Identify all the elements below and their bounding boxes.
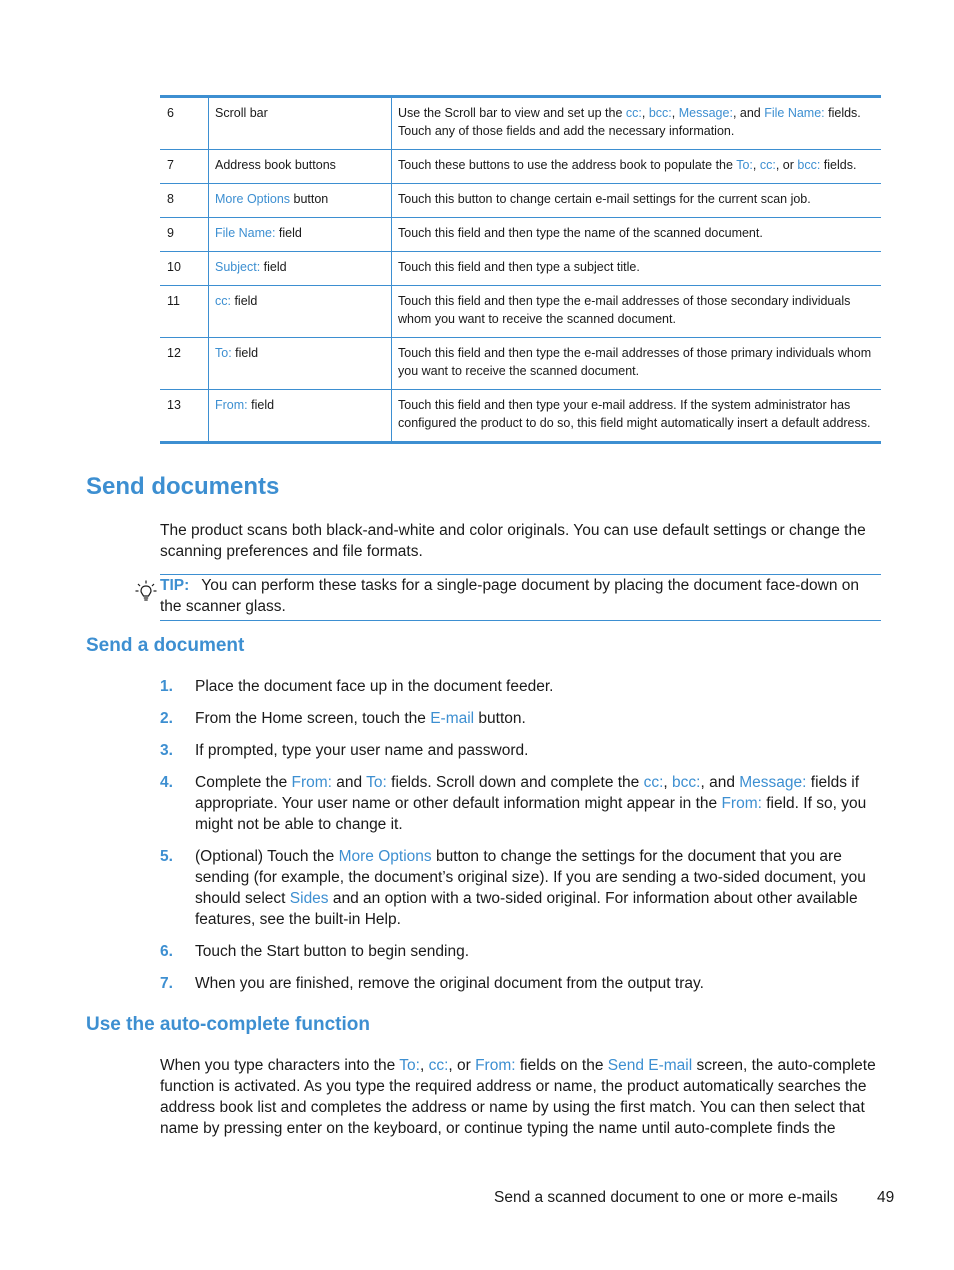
row-description — [392, 390, 881, 441]
ui-reference-link: bcc: — [648, 106, 672, 120]
item-link: More Options — [215, 192, 291, 206]
footer-section-title: Send a scanned document to one or more e-mails — [494, 1189, 838, 1206]
list-item — [160, 676, 881, 697]
item-text: Scroll bar — [215, 106, 268, 120]
text-run: fields on the — [515, 1057, 608, 1074]
row-item — [209, 150, 392, 183]
row-description — [392, 184, 881, 217]
step-text — [195, 973, 881, 994]
tip-label: TIP: — [160, 577, 190, 594]
tip-box — [160, 574, 881, 621]
text-run: , — [752, 158, 760, 172]
ui-reference-link: To: — [399, 1057, 420, 1074]
item-text: field — [230, 294, 258, 308]
step-number: 1. — [160, 678, 173, 695]
send-documents-intro: The product scans both black-and-white and color originals. You can use default settings or change the scanning preferences and file formats. — [160, 522, 866, 560]
row-description — [392, 98, 881, 149]
text-run: button. — [474, 710, 526, 727]
ui-reference-link: cc: — [625, 106, 642, 120]
ui-reference-link: More Options — [338, 848, 432, 865]
step-text — [195, 740, 881, 761]
text-run: When you type characters into the — [160, 1057, 400, 1074]
item-text: field — [247, 398, 275, 412]
table-row — [160, 389, 881, 441]
text-run: , or — [448, 1057, 476, 1074]
row-number: 6 — [160, 98, 209, 149]
ui-reference-link: cc: — [759, 158, 776, 172]
list-item — [160, 772, 881, 835]
table-row — [160, 183, 881, 217]
text-run: , — [641, 106, 649, 120]
table-row — [160, 337, 881, 389]
table-row — [160, 98, 881, 149]
lightbulb-icon — [135, 580, 157, 604]
text-run: Use the Scroll bar to view and set up the — [398, 106, 626, 120]
row-number: 10 — [160, 252, 209, 285]
text-run: Touch this button to change certain e-mail settings for the current scan job. — [398, 192, 811, 206]
row-number: 7 — [160, 150, 209, 183]
text-run: and an option with a two-sided original. For information about other available features, see the built-in Help. — [195, 890, 858, 928]
steps-list — [160, 676, 881, 1005]
text-run: fields. Scroll down and complete the — [386, 774, 644, 791]
auto-complete-paragraph — [160, 1055, 881, 1139]
row-description — [392, 286, 881, 337]
ui-reference-link: cc: — [428, 1057, 449, 1074]
text-run: If prompted, type your user name and password. — [195, 742, 529, 759]
ui-reference-link: bcc: — [672, 774, 701, 791]
row-item — [209, 184, 392, 217]
text-run: From the Home screen, touch the — [195, 710, 431, 727]
ui-reference-link: cc: — [643, 774, 664, 791]
row-item — [209, 286, 392, 337]
item-text: Address book buttons — [215, 158, 336, 172]
text-run: , — [663, 774, 673, 791]
row-description — [392, 338, 881, 389]
text-run: Touch this field and then type your e-mail address. If the system administrator has configured the product to do so, this field might automatically insert a default address. — [398, 398, 871, 430]
text-run: Touch the Start button to begin sending. — [195, 943, 470, 960]
text-run: , and — [732, 106, 765, 120]
table-row — [160, 251, 881, 285]
ui-reference-link: Message: — [678, 106, 733, 120]
step-number: 7. — [160, 975, 173, 992]
row-number: 9 — [160, 218, 209, 251]
step-number: 5. — [160, 848, 173, 865]
row-description — [392, 252, 881, 285]
ui-reference-link: From: — [721, 795, 762, 812]
step-number: 6. — [160, 943, 173, 960]
section-title-send-a-document: Send a document — [86, 635, 245, 656]
item-link: Subject: — [215, 260, 261, 274]
row-item — [209, 218, 392, 251]
item-text: field — [260, 260, 287, 274]
text-run: , or — [775, 158, 798, 172]
table-row — [160, 217, 881, 251]
text-run: Complete the — [195, 774, 292, 791]
text-run: , and — [700, 774, 740, 791]
step-number: 4. — [160, 774, 173, 791]
step-text — [195, 846, 881, 930]
ui-reference-link: Sides — [289, 890, 329, 907]
text-run: Touch these buttons to use the address book to populate the — [398, 158, 737, 172]
table-row — [160, 149, 881, 183]
step-text — [195, 676, 881, 697]
row-item — [209, 390, 392, 441]
text-run: Touch this field and then type the e-mail addresses of those primary individuals whom you want to receive the scanned document. — [398, 346, 872, 378]
ui-reference-link: File Name: — [764, 106, 825, 120]
list-item — [160, 740, 881, 761]
ui-reference-link: Message: — [739, 774, 807, 791]
footer-page-number: 49 — [877, 1189, 895, 1206]
item-link: File Name: — [215, 226, 276, 240]
list-item — [160, 708, 881, 729]
item-text: field — [231, 346, 259, 360]
row-description — [392, 218, 881, 251]
ui-reference-link: From: — [291, 774, 332, 791]
text-run: Place the document face up in the document feeder. — [195, 678, 554, 695]
row-item — [209, 252, 392, 285]
text-run: fields if appropriate. Your user name or other default information might appear in the — [195, 774, 860, 812]
ui-reference-link: To: — [736, 158, 753, 172]
item-link: cc: — [215, 294, 231, 308]
item-text: button — [290, 192, 329, 206]
ui-reference-link: From: — [475, 1057, 516, 1074]
row-number: 8 — [160, 184, 209, 217]
list-item — [160, 941, 881, 962]
step-text — [195, 941, 881, 962]
text-run: button to change the settings for the document that you are sending (for example, the document’s original size). If you are sending a two-sided document, you should select — [195, 848, 866, 907]
text-run: , — [419, 1057, 429, 1074]
reference-table — [160, 95, 881, 444]
step-number: 3. — [160, 742, 173, 759]
text-run: (Optional) Touch the — [195, 848, 339, 865]
text-run: , — [671, 106, 679, 120]
ui-reference-link: Send E-mail — [607, 1057, 693, 1074]
row-item — [209, 338, 392, 389]
section-title-send-documents: Send documents — [86, 473, 280, 500]
step-number: 2. — [160, 710, 173, 727]
text-run: field. If so, you might not be able to change it. — [195, 795, 867, 833]
text-run: When you are finished, remove the original document from the output tray. — [195, 975, 704, 992]
text-run: screen, the auto-complete function is activated. As you type the required address or name, the product automatically searches the address book list and completes the address or name by using the first match. You can then select that name by pressing enter on the keyboard, or continue typing the name until auto-complete finds the — [160, 1057, 876, 1137]
text-run: fields. — [820, 158, 857, 172]
ui-reference-link: bcc: — [797, 158, 821, 172]
text-run: and — [331, 774, 367, 791]
list-item — [160, 973, 881, 994]
text-run: Touch this field and then type the name of the scanned document. — [398, 226, 763, 240]
item-link: From: — [215, 398, 248, 412]
text-run: fields. Touch any of those fields and add the necessary information. — [398, 106, 861, 138]
row-item — [209, 98, 392, 149]
section-title-auto-complete: Use the auto-complete function — [86, 1014, 370, 1035]
ui-reference-link: E-mail — [430, 710, 475, 727]
tip-text: You can perform these tasks for a single-page document by placing the document face-down on the scanner glass. — [160, 577, 859, 615]
item-text: field — [275, 226, 302, 240]
row-description — [392, 150, 881, 183]
table-row — [160, 285, 881, 337]
row-number: 11 — [160, 286, 209, 337]
ui-reference-link: To: — [366, 774, 387, 791]
list-item — [160, 846, 881, 930]
item-link: To: — [215, 346, 232, 360]
step-text — [195, 772, 881, 835]
text-run: Touch this field and then type a subject title. — [398, 260, 640, 274]
text-run: Touch this field and then type the e-mail addresses of those secondary individuals whom you want to receive the scanned document. — [398, 294, 851, 326]
row-number: 13 — [160, 390, 209, 441]
row-number: 12 — [160, 338, 209, 389]
step-text — [195, 708, 881, 729]
